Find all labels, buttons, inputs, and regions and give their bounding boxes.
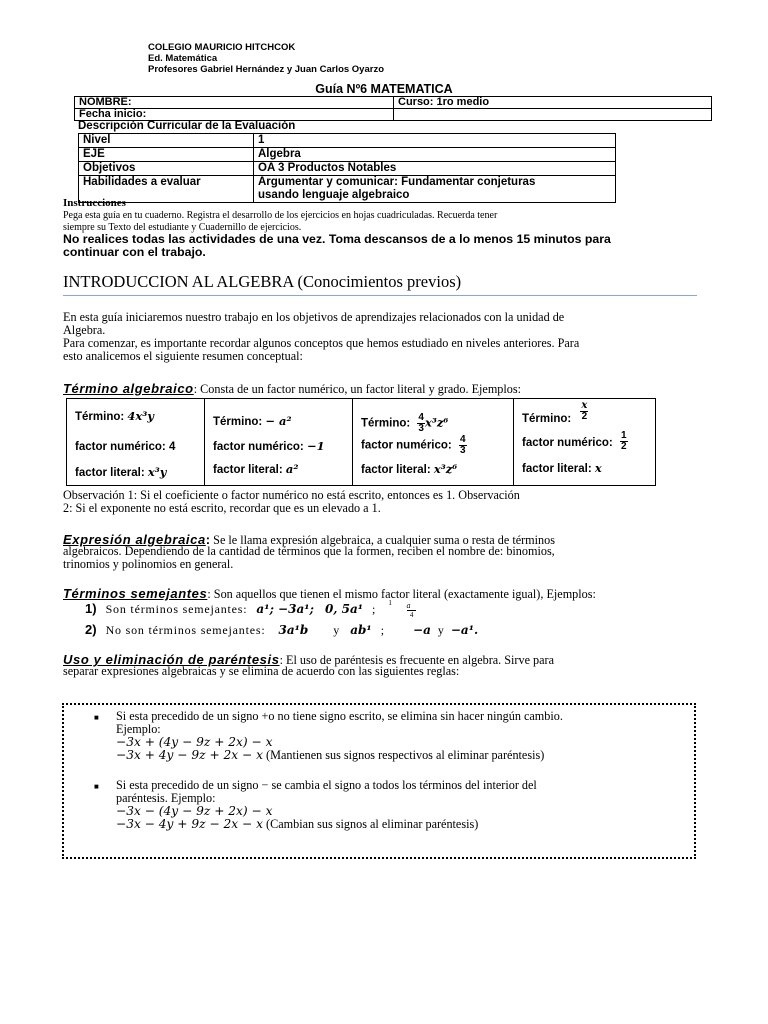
skills-value-line1: Argumentar y comunicar: Fundamentar conjeturas [258,176,536,188]
intro-p2a: Para comenzar, es importante recordar algunos conceptos que hemos estudiado en niveles anteriores. Para [63,336,580,350]
ex4-coef: factor numérico: $\frac{1}{2}$ [522,430,627,452]
student-info-table [74,96,712,121]
guide-title: Guía Nº6 MATEMATICA [315,82,453,96]
semejantes-def: : Son aquellos que tienen el mismo factor literal (exactamente igual), Ejemplos: [207,587,596,601]
instructions-line1: Pega esta guía en tu cuaderno. Registra el desarrollo de los ejercicios en hojas cuadriculadas. Recuerda tener [63,210,498,221]
rule-1-example-label: Ejemplo: [116,722,161,736]
instructions-line2: siempre su Texto del estudiante y Cuadernillo de ejercicios. [63,222,302,233]
bullet-icon: ■ [94,713,99,722]
date-empty-cell [394,109,712,121]
skills-value [254,176,616,203]
semejantes-item-2: 2) No son términos semejantes: 3a¹b y ab¹ ; −a y −a¹. [85,622,479,637]
instructions-warning [63,233,611,259]
course-field: Curso: 1ro medio [394,97,712,109]
skills-value-line2: usando lenguaje algebraico [258,189,410,201]
ex2-lit: factor literal: a² [213,462,299,476]
ex3-coef: factor numérico: $\frac{4}{3}$ [361,434,466,456]
termino-heading: Término algebraico [63,381,194,396]
intro-p1a: En esta guía iniciaremos nuestro trabajo en los objetivos de aprendizajes relacionados con la unidad de [63,310,565,324]
term-example-3 [353,399,513,485]
termino-definition: : Consta de un factor numérico, un factor literal y grado. Ejemplos: [193,382,522,396]
rule-2-text-b: paréntesis. Ejemplo: [116,791,216,805]
parentesis-def: : El uso de paréntesis es frecuente en algebra. Sirve para [279,653,555,667]
skills-label: Habilidades a evaluar [79,176,254,203]
intro-paragraph [63,311,579,363]
observation-2: 2: Si el exponente no está escrito, recordar que es un elevado a 1. [63,501,381,515]
ex1-lit: factor literal: x³y [75,465,167,479]
rule-2-example-2: −3x − 4y + 9z − 2x − x (Cambian sus signos al eliminar paréntesis) [116,817,479,831]
intro-title: INTRODUCCION AL ALGEBRA (Conocimientos previos) [63,272,462,291]
rule-1-example-2: −3x + 4y − 9z + 2x − x (Mantienen sus signos respectivos al eliminar paréntesis) [116,748,545,762]
observations [63,489,520,515]
axis-label: EJE [79,148,254,162]
level-label: Nivel [79,134,254,148]
rule-1-text: Si esta precedido de un signo +o no tiene signo escrito, se elimina sin hacer ningún cambio. [116,709,563,723]
observation-1: Observación 1: Si el coeficiente o factor numérico no está escrito, entonces es 1. Observación [63,488,520,502]
teachers-line: Profesores Gabriel Hernández y Juan Carlos Oyarzo [148,64,385,75]
date-field[interactable]: Fecha inicio: [75,109,394,121]
title-divider [63,295,697,296]
ex3-term: Término: $\frac{4}{3}$ x³z⁶ [361,412,449,434]
level-value: 1 [254,134,616,148]
semejantes-item-1: 1) Son términos semejantes: a¹; −3a¹; 0, 5a¹ ; $^1$ $\frac{a}{4}$ [85,601,416,619]
term-example-4 [514,399,655,485]
objectives-label: Objetivos [79,162,254,176]
termino-line [63,380,521,398]
intro-p1b: Algebra. [63,323,106,337]
expresion-heading: Expresión algebraica [63,532,206,547]
rule-2-text-a: Si esta precedido de un signo − se cambia el signo a todos los términos del interior del [116,778,537,792]
expresion-def-l3: trinomios y polinomios en general. [63,557,234,571]
ex1-term: Término: 4x³y [75,409,154,423]
school-name: COLEGIO MAURICIO HITCHCOK [148,42,296,53]
ex2-coef: factor numérico: −1 [213,439,325,453]
rule-1 [116,710,563,762]
rules-box [62,703,696,859]
rule-2 [116,779,537,831]
bullet-icon: ■ [94,782,99,791]
ex3-lit: factor literal: x³z⁶ [361,462,458,476]
instructions-warning-line1: No realices todas las actividades de una vez. Toma descansos de a lo menos 15 minutos para [63,232,611,246]
instructions-heading: Instrucciones [63,197,126,209]
curriculum-table [78,133,616,203]
ex4-term: Término: $\frac{x}{2}$ [522,400,588,425]
expresion-def-l2: algebraicos. Dependiendo de la cantidad de términos que la formen, reciben el nombre de: binomios, [63,544,555,558]
instructions-warning-line2: continuar con el trabajo. [63,245,206,259]
rule-1-example-1: −3x + (4y − 9z + 2x) − x [116,735,273,749]
term-example-2 [205,399,352,485]
term-examples-box [66,398,656,486]
rule-2-example-1: −3x − (4y − 9z + 2x) − x [116,804,273,818]
axis-value: Algebra [254,148,616,162]
parentesis-def-2: separar expresiones algebraicas y se elimina de acuerdo con las siguientes reglas: [63,664,460,678]
parentesis-heading: Uso y eliminación de paréntesis [63,652,280,667]
expresion-def-l1: Se le llama expresión algebraica, a cualquier suma o resta de términos [210,533,555,547]
expresion-body [63,545,555,571]
term-example-1 [67,399,204,485]
semejantes-heading: Términos semejantes [63,586,208,601]
ex1-coef: factor numérico: 4 [75,441,176,453]
intro-p2b: esto analicemos el siguiente resumen conceptual: [63,349,303,363]
curriculum-heading: Descripción Curricular de la Evaluación [78,120,296,132]
name-field[interactable]: NOMBRE: [75,97,394,109]
ex2-term: Término: − a² [213,414,292,428]
ex4-lit: factor literal: x [522,461,602,475]
objectives-value: OA 3 Productos Notables [254,162,616,176]
expresion-line: Expresión algebraica: Se le llama expresión algebraica, a cualquier suma o resta de términos [63,532,555,547]
subject-name: Ed. Matemática [148,53,218,64]
